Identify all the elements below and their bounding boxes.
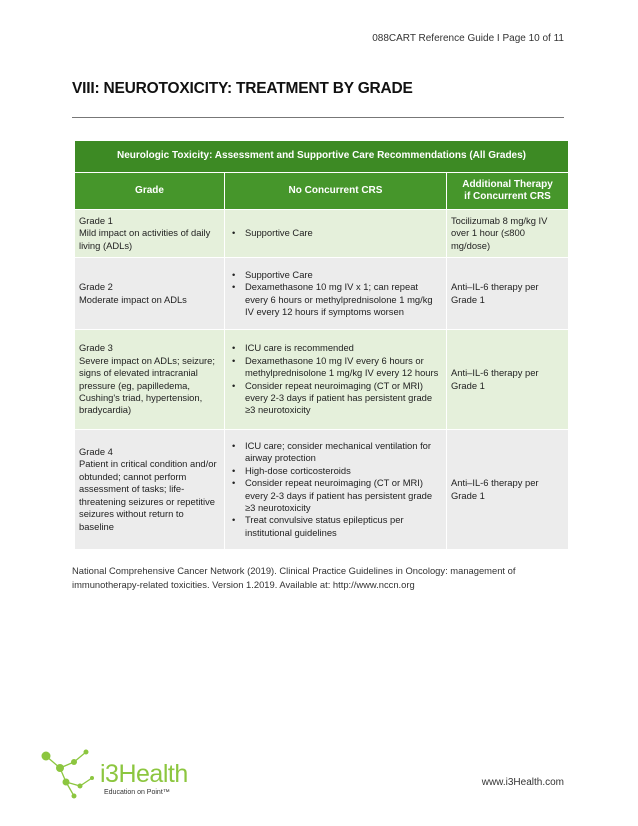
table-row	[75, 210, 569, 258]
col-header-grade: Grade	[75, 173, 225, 210]
grade-title: Grade 1	[79, 214, 113, 226]
grade-description: Patient in critical condition and/or obtunded; cannot perform assessment of tasks; life-threatening seizures or repetitive seizures without return to baseline	[79, 458, 217, 532]
care-list	[229, 342, 442, 416]
col-header-additional-line2: if Concurrent CRS	[464, 191, 551, 202]
care-cell	[225, 330, 447, 430]
table-banner-row	[75, 141, 569, 173]
footer-url: www.i3Health.com	[481, 777, 564, 788]
list-item: • Dexamethasone 10 mg IV x 1; can repeat every 6 hours or methylprednisolone 1 mg/kg IV every 12 hours if symptoms worsen	[232, 281, 433, 317]
table-header-row	[75, 173, 569, 210]
list-item: • ICU care is recommended	[232, 342, 354, 354]
grade-cell	[75, 210, 225, 258]
bullet-icon: •	[232, 281, 236, 293]
title-divider	[72, 117, 564, 118]
citation-footnote: National Comprehensive Cancer Network (2019). Clinical Practice Guidelines in Oncology: management of immunotherapy-related toxicities. Version 1.2019. Available at: http://www.nccn.org	[72, 565, 516, 590]
table-row	[75, 258, 569, 330]
bullet-icon: •	[232, 464, 236, 476]
care-cell	[225, 430, 447, 550]
section-title: VIII: NEUROTOXICITY: TREATMENT BY GRADE	[72, 80, 413, 97]
bullet-icon: •	[232, 477, 236, 489]
col-header-additional-line1: Additional Therapy	[462, 179, 553, 190]
grade-title: Grade 2	[79, 281, 113, 293]
table-banner: Neurologic Toxicity: Assessment and Supportive Care Recommendations (All Grades)	[75, 141, 569, 173]
additional-therapy-cell: Anti–IL-6 therapy per Grade 1	[447, 330, 569, 430]
additional-therapy-cell: Anti–IL-6 therapy per Grade 1	[447, 430, 569, 550]
care-list	[229, 440, 442, 539]
page-header-label: 088CART Reference Guide I Page 10 of 11	[372, 33, 564, 44]
neurotoxicity-table	[74, 140, 569, 550]
list-item: • Consider repeat neuroimaging (CT or MRI) every 2-3 days if patient has persistent grade ≥3 neurotoxicity	[232, 379, 433, 416]
care-cell	[225, 210, 447, 258]
grade-cell	[75, 430, 225, 550]
grade-cell	[75, 258, 225, 330]
list-item: • Supportive Care	[232, 227, 313, 239]
bullet-icon: •	[232, 268, 236, 280]
bullet-icon: •	[232, 379, 236, 391]
col-header-additional	[447, 173, 569, 210]
additional-therapy-cell: Anti–IL-6 therapy per Grade 1	[447, 258, 569, 330]
care-list	[229, 269, 442, 319]
list-item: • ICU care; consider mechanical ventilation for airway protection	[232, 439, 432, 464]
list-item: • Consider repeat neuroimaging (CT or MRI) every 2-3 days if patient has persistent grade ≥3 neurotoxicity	[232, 477, 433, 513]
grade-description: Moderate impact on ADLs	[79, 293, 187, 305]
grade-description: Mild impact on activities of daily living (ADLs)	[79, 227, 211, 251]
care-cell	[225, 258, 447, 330]
logo-wordmark: i3Health	[100, 760, 188, 788]
bullet-icon: •	[232, 439, 236, 451]
list-item: • High-dose corticosteroids	[232, 464, 351, 476]
list-item: • Dexamethasone 10 mg IV every 6 hours or methylprednisolone 1 mg/kg IV every 12 hours	[232, 354, 439, 379]
col-header-no-crs: No Concurrent CRS	[225, 173, 447, 210]
bullet-icon: •	[232, 514, 236, 526]
table-row	[75, 330, 569, 430]
bullet-icon: •	[232, 342, 236, 354]
grade-title: Grade 3	[79, 342, 113, 354]
grade-cell	[75, 330, 225, 430]
table-row	[75, 430, 569, 550]
grade-description: Severe impact on ADLs; seizure; signs of elevated intracranial pressure (eg, papilledema, Cushing's triad, hypertension, bradycardia)	[79, 354, 216, 416]
care-list	[229, 227, 442, 239]
list-item: • Supportive Care	[232, 268, 313, 280]
additional-therapy-cell: Tocilizumab 8 mg/kg IV over 1 hour (≤800 mg/dose)	[447, 210, 569, 258]
list-item: • Treat convulsive status epilepticus per institutional guidelines	[232, 514, 404, 538]
bullet-icon: •	[232, 354, 236, 366]
logo-tagline: Education on Point™	[104, 789, 170, 796]
grade-title: Grade 4	[79, 446, 113, 458]
bullet-icon: •	[232, 227, 236, 239]
